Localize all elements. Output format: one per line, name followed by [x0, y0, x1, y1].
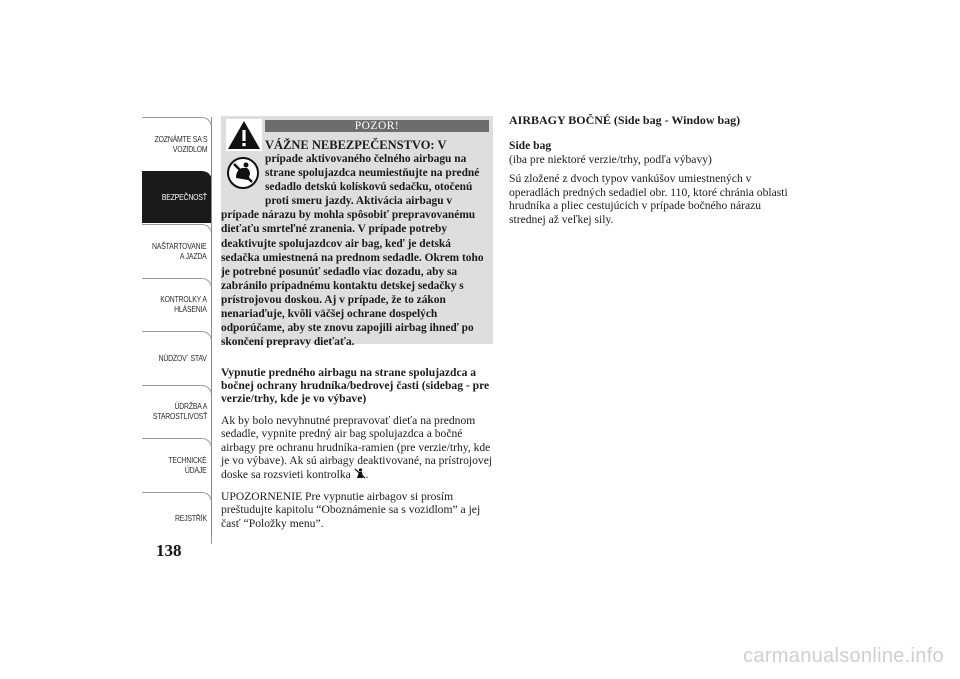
warning-triangle-icon	[226, 119, 262, 151]
tab-nudzovy-stav[interactable]	[142, 331, 212, 383]
warning-text-block	[221, 152, 491, 349]
side-airbags-section	[509, 113, 799, 233]
tab-label: REJSTŘÍK	[175, 513, 207, 523]
tab-label: NÚDZOV´ STAV	[158, 352, 207, 363]
side-airbags-heading: AIRBAGY BOČNÉ (Side bag - Window bag)	[509, 113, 741, 127]
page-number: 138	[156, 541, 182, 560]
warning-text: prípade aktivovaného čelného airbagu na strane spolujazdca neumiestňujte na predné sedadlo detskú kolískovú sedačku, otočenú proti smeru jazdy. Aktivácia airbagu v prípade nárazu by mohla spôsobiť prepravovanému dieťaťu smrteľné zranenia. V prípade potreby deaktivujte spolujazdcov air bag, keď je detská sedačka umiestnená na prednom sedadle. Okrem toho je potrebné posunúť sedadlo viac dozadu, aby sa zabránilo prípadnému kontaktu detskej sedačky s prístrojovou doskou. Aj v prípade, že to zákon nenariaďuje, kvôli väčšej ochrane dospelých odporúčame, aby ste znovu zapojili airbag ihneď po skončení prepravy dieťaťa.	[221, 153, 484, 349]
tab-udrzba[interactable]	[142, 385, 212, 437]
sidebar-divider	[211, 117, 212, 537]
notice-paragraph: UPOZORNENIE Pre vypnutie airbagov si prosím preštudujte kapitolu “Oboznámenie sa s vozidlom” a jej časť “Položky menu”.	[221, 489, 481, 530]
warning-header: POZOR!	[265, 120, 489, 132]
section-heading: Vypnutie predného airbagu na strane spolujazdca a bočnej ochrany hrudníka/bedrovej časti (sidebag - pre verzie/trhy, kde je vo výbave)	[221, 366, 490, 406]
tab-label: NAŠTARTOVANIE A JAZDA	[152, 240, 207, 261]
tab-label: BEZPEČNOSŤ	[162, 192, 207, 202]
tab-nastartovanie[interactable]	[142, 224, 212, 276]
side-bag-note: (iba pre niektoré verzie/trhy, podľa výbavy)	[509, 152, 712, 166]
warning-title: VÁŽNE NEBEZPEČENSTVO: V	[265, 138, 447, 152]
tab-label: ZOZNÁMTE SA S VOZIDLOM	[154, 133, 207, 154]
tab-label: TECHNICKÉ ÚDAJE	[168, 454, 207, 475]
tab-technicke-udaje[interactable]	[142, 438, 212, 490]
chapter-tabs	[142, 117, 212, 545]
tab-bezpecnost[interactable]	[142, 171, 212, 223]
watermark-text: carmanualsonline.info	[743, 645, 944, 667]
airbag-off-warning-light-icon	[354, 468, 366, 479]
tab-rejstrik[interactable]	[142, 492, 212, 544]
tab-kontrolky[interactable]	[142, 278, 212, 330]
airbag-deactivation-section	[221, 366, 495, 538]
tab-zoznamte-sa[interactable]	[142, 117, 212, 169]
warning-box	[221, 116, 493, 349]
deactivation-paragraph: Ak by bolo nevyhnutné prepravovať dieťa na prednom sedadle, vypnite predný air bag spolujazdca a bočné airbagy pre ochranu hrudníka-ramien (pre verzie/trhy, kde je vo výbave). Ak sú airbagy deaktivované, na prístrojovej doske sa rozsvieti kontrolka .	[221, 413, 493, 481]
tab-label: KONTROLKY A HLÁSENIA	[160, 294, 207, 314]
side-bag-paragraph: Sú zložené z dvoch typov vankúšov umiestnených v operadlách predných sedadiel obr. 110, ktoré chránia oblasti hrudníka a pliec cestujúcich v prípade bočného nárazu strednej až veľkej sily.	[509, 172, 788, 226]
side-bag-subheading: Side bag	[509, 139, 552, 152]
tab-label: ÚDRŽBA A STAROSTLIVOSŤ	[152, 401, 207, 421]
